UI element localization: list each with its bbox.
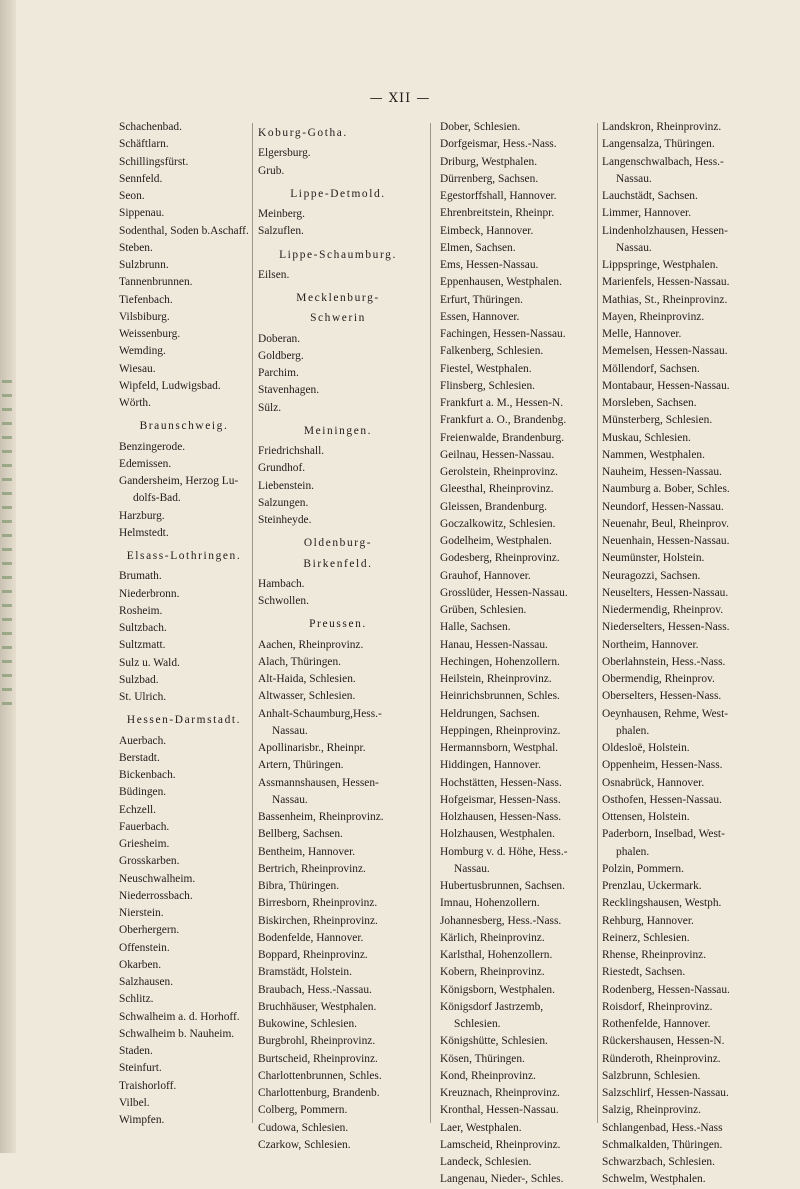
list-item: Rosheim. xyxy=(119,604,163,617)
list-item: Dürrenberg, Sachsen. xyxy=(440,172,539,185)
list-item: Egestorffshall, Hannover. xyxy=(440,190,557,202)
list-item: Echzell. xyxy=(119,803,156,816)
list-item: Grauhof, Hannover. xyxy=(440,569,531,582)
list-item: Aachen, Rheinprovinz. xyxy=(258,638,364,651)
list-item: Hermannsborn, Westphal. xyxy=(440,742,559,754)
list-item: Nammen, Westphalen. xyxy=(602,448,705,461)
list-item: Eppenhausen, Westphalen. xyxy=(440,276,562,289)
list-item: Büdingen. xyxy=(119,786,167,799)
list-item: Goldberg. xyxy=(258,349,304,362)
list-item: Recklingshausen, Westph. xyxy=(602,897,722,910)
list-item: Edemissen. xyxy=(119,457,172,470)
list-item: Frankfurt a. M., Hessen-N. xyxy=(440,397,564,409)
list-item: Biskirchen, Rheinprovinz. xyxy=(258,914,378,927)
list-item: Hiddingen, Hannover. xyxy=(440,759,541,772)
list-item-continuation: phalen. xyxy=(616,724,650,737)
list-item-continuation: Schlesien. xyxy=(454,1018,501,1030)
list-item: Gandersheim, Herzog Lu- xyxy=(119,475,239,487)
list-item: Johannesberg, Hess.-Nass. xyxy=(440,914,562,927)
region-heading: Lippe-Schaumburg. xyxy=(279,248,397,261)
list-item: Freienwalde, Brandenburg. xyxy=(440,431,565,444)
list-item: Neumünster, Holstein. xyxy=(602,552,705,565)
list-item: Bibra, Thüringen. xyxy=(258,880,340,892)
list-item: Tannenbrunnen. xyxy=(119,276,193,289)
list-item: Paderborn, Inselbad, West- xyxy=(602,828,725,841)
list-item: Mathias, St., Rheinprovinz. xyxy=(602,293,728,306)
list-item: Homburg v. d. Höhe, Hess.- xyxy=(440,845,568,858)
list-item: Naumburg a. Bober, Schles. xyxy=(602,483,730,496)
list-item: Karlsthal, Hohenzollern. xyxy=(440,949,553,961)
list-item: Holzhausen, Hessen-Nass. xyxy=(440,811,562,823)
list-item: Holzhausen, Westphalen. xyxy=(440,828,555,841)
list-item: Altwasser, Schlesien. xyxy=(258,690,356,703)
list-item: Hofgeismar, Hessen-Nass. xyxy=(440,793,561,806)
list-item: Doberan. xyxy=(258,332,301,345)
list-item: Falkenberg, Schlesien. xyxy=(440,345,544,358)
list-item: Nierstein. xyxy=(119,907,164,919)
list-item: Niederselters, Hessen-Nass. xyxy=(602,621,730,634)
list-item: Fiestel, Westphalen. xyxy=(440,362,532,375)
list-item: Königsdorf Jastrzemb, xyxy=(440,1000,544,1013)
list-item: Northeim, Hannover. xyxy=(602,638,699,651)
list-item: Montabaur, Hessen-Nassau. xyxy=(602,379,730,392)
list-item: Imnau, Hohenzollern. xyxy=(440,897,540,910)
list-item: Steinfurt. xyxy=(119,1062,162,1075)
list-item: St. Ulrich. xyxy=(119,691,167,703)
list-item: Charlottenbrunnen, Schles. xyxy=(258,1069,382,1082)
list-item: Bickenbach. xyxy=(119,769,176,781)
list-item: Harzburg. xyxy=(119,509,165,522)
list-item: Rhense, Rheinprovinz. xyxy=(602,949,707,961)
region-heading: Mecklenburg- xyxy=(296,292,380,304)
list-item: Polzin, Pommern. xyxy=(602,862,684,875)
list-item: Boppard, Rheinprovinz. xyxy=(258,949,368,961)
list-item: Benzingerode. xyxy=(119,440,186,453)
list-item: Seon. xyxy=(119,190,145,202)
list-item: Steben. xyxy=(119,241,153,254)
region-heading: Meiningen. xyxy=(303,424,373,437)
list-item: Kösen, Thüringen. xyxy=(440,1052,525,1065)
list-item: Offenstein. xyxy=(119,941,170,954)
list-item: Schwalheim a. d. Horhoff. xyxy=(119,1010,240,1023)
list-item: Heppingen, Rheinprovinz. xyxy=(440,724,561,737)
column-4 xyxy=(602,119,777,1189)
list-item: Mayen, Rheinprovinz. xyxy=(602,310,705,323)
list-item: Heinrichsbrunnen, Schles. xyxy=(440,690,560,703)
list-item: Sulzbad. xyxy=(119,673,159,686)
column-1 xyxy=(119,119,249,1129)
list-item: Brumath. xyxy=(119,570,162,583)
list-item: Hubertusbrunnen, Sachsen. xyxy=(440,880,565,892)
column-2 xyxy=(258,119,418,1154)
list-item-continuation: Nassau. xyxy=(272,724,308,737)
list-item: Colberg, Pommern. xyxy=(258,1104,348,1117)
list-item: Vilsbiburg. xyxy=(119,310,170,323)
list-item: Niedermendig, Rheinprov. xyxy=(602,604,724,616)
list-item: Obermendig, Rheinprov. xyxy=(602,673,715,685)
list-item: Sennfeld. xyxy=(119,172,163,185)
list-item: Schlitz. xyxy=(119,993,154,1006)
list-item: Lamscheid, Rheinprovinz. xyxy=(440,1138,561,1151)
list-item: Salzuflen. xyxy=(258,225,304,238)
list-item: Münsterberg, Schlesien. xyxy=(602,414,713,427)
list-item: Okarben. xyxy=(119,958,162,971)
list-item: Geilnau, Hessen-Nassau. xyxy=(440,448,555,461)
region-heading: Preussen. xyxy=(309,618,367,631)
list-item: Laer, Westphalen. xyxy=(440,1121,522,1134)
column-divider xyxy=(430,123,431,1123)
list-item: Sulz u. Wald. xyxy=(119,656,180,669)
list-item: Fauerbach. xyxy=(119,820,170,833)
list-item: Erfurt, Thüringen. xyxy=(440,293,523,306)
list-item: Prenzlau, Uckermark. xyxy=(602,880,702,892)
list-item: Heilstein, Rheinprovinz. xyxy=(440,673,552,685)
list-item: Godesberg, Rheinprovinz. xyxy=(440,552,560,565)
list-item: Sultzmatt. xyxy=(119,639,166,652)
list-item: Königshütte, Schlesien. xyxy=(440,1035,548,1048)
list-item: Lauchstädt, Sachsen. xyxy=(602,190,698,202)
list-item: Bodenfelde, Hannover. xyxy=(258,931,364,944)
list-item: Salzschlirf, Hessen-Nassau. xyxy=(602,1087,729,1099)
list-item: Neuenhain, Hessen-Nassau. xyxy=(602,535,730,547)
list-item: Bramstädt, Holstein. xyxy=(258,966,352,979)
list-item: Grundhof. xyxy=(258,462,306,475)
column-divider xyxy=(597,123,598,1123)
list-item: Marienfels, Hessen-Nassau. xyxy=(602,276,730,289)
list-item: Sodenthal, Soden b.Aschaff. xyxy=(119,224,249,237)
list-item: Königsborn, Westphalen. xyxy=(440,983,555,996)
list-item: Fachingen, Hessen-Nassau. xyxy=(440,328,566,340)
list-item: Elmen, Sachsen. xyxy=(440,241,516,254)
list-item: Vilbel. xyxy=(119,1096,150,1109)
list-item: Auerbach. xyxy=(119,734,167,747)
list-item: Dorfgeismar, Hess.-Nass. xyxy=(440,138,557,151)
region-heading: Oldenburg- xyxy=(303,537,373,550)
list-item: Burtscheid, Rheinprovinz. xyxy=(258,1052,378,1065)
list-item: Oberlahnstein, Hess.-Nass. xyxy=(602,655,726,668)
list-item: Oppenheim, Hessen-Nass. xyxy=(602,759,723,772)
list-item: Möllendorf, Sachsen. xyxy=(602,362,700,375)
list-item: Salzhausen. xyxy=(119,976,174,988)
list-item: Muskau, Schlesien. xyxy=(602,431,691,444)
list-item: Alach, Thüringen. xyxy=(258,655,341,668)
region-heading: Birkenfeld. xyxy=(303,557,373,570)
list-item: Schmalkalden, Thüringen. xyxy=(602,1138,723,1151)
list-item: Oberhergern. xyxy=(119,924,180,937)
list-item: Wemding. xyxy=(119,345,166,358)
list-item: Assmannshausen, Hessen- xyxy=(258,776,379,789)
list-item: Parchim. xyxy=(258,367,299,379)
list-item: Sulzbrunn. xyxy=(119,259,169,271)
list-item: Osthofen, Hessen-Nassau. xyxy=(602,793,722,806)
list-item: Heldrungen, Sachsen. xyxy=(440,707,540,720)
list-item: Friedrichshall. xyxy=(258,445,325,457)
list-item: Kronthal, Hessen-Nassau. xyxy=(440,1104,559,1117)
list-item: Roisdorf, Rheinprovinz. xyxy=(602,1000,713,1013)
list-item: Liebenstein. xyxy=(258,479,314,492)
region-heading: Hessen-Darmstadt. xyxy=(126,714,242,727)
list-item: Steinheyde. xyxy=(258,514,312,526)
list-item: Gleissen, Brandenburg. xyxy=(440,500,548,513)
list-item: Salzig, Rheinprovinz. xyxy=(602,1104,702,1117)
list-item: Gleesthal, Rheinprovinz. xyxy=(440,483,554,496)
list-item: Hochstätten, Hessen-Nass. xyxy=(440,776,562,789)
list-item: Lippspringe, Westphalen. xyxy=(602,259,719,271)
list-item: Eimbeck, Hannover. xyxy=(440,224,534,237)
list-item: Schwelm, Westphalen. xyxy=(602,1173,706,1186)
list-item-continuation: dolfs-Bad. xyxy=(133,492,181,505)
region-heading: Schwerin xyxy=(310,312,366,325)
list-item: Grub. xyxy=(258,164,285,177)
list-item: Riestedt, Sachsen. xyxy=(602,966,686,979)
list-item: Traishorloff. xyxy=(119,1079,177,1092)
list-item: Charlottenburg, Brandenb. xyxy=(258,1087,380,1099)
list-item: Braubach, Hess.-Nassau. xyxy=(258,983,372,996)
list-item: Cudowa, Schlesien. xyxy=(258,1121,349,1134)
list-item: Schäftlarn. xyxy=(119,138,169,151)
list-item: Sippenau. xyxy=(119,207,165,220)
list-item: Schwarzbach, Schlesien. xyxy=(602,1156,715,1168)
list-item: Meinberg. xyxy=(258,208,305,220)
list-item: Salzungen. xyxy=(258,496,309,509)
list-item: Godelheim, Westphalen. xyxy=(440,535,552,547)
list-item: Burgbrohl, Rheinprovinz. xyxy=(258,1035,376,1048)
list-item: Flinsberg, Schlesien. xyxy=(440,379,536,392)
list-item: Griesheim. xyxy=(119,838,170,850)
list-item: Dober, Schlesien. xyxy=(440,121,521,133)
list-item: Artern, Thüringen. xyxy=(258,759,344,772)
list-item: Frankfurt a. O., Brandenbg. xyxy=(440,414,567,427)
list-item: Bruchhäuser, Westphalen. xyxy=(258,1000,377,1013)
list-item: Wörth. xyxy=(119,397,151,409)
list-item: Schwollen. xyxy=(258,595,309,607)
list-item: Eilsen. xyxy=(258,268,290,281)
list-item: Elgersburg. xyxy=(258,147,311,160)
list-item: Ründeroth, Rheinprovinz. xyxy=(602,1052,721,1065)
list-item-continuation: Nassau. xyxy=(616,172,652,185)
list-item: Neuselters, Hessen-Nassau. xyxy=(602,586,729,599)
list-item: Stavenhagen. xyxy=(258,384,320,397)
list-item: Rehburg, Hannover. xyxy=(602,914,694,927)
list-item: Rückershausen, Hessen-N. xyxy=(602,1035,725,1048)
list-item: Rothenfelde, Hannover. xyxy=(602,1018,711,1030)
list-item: Neuenahr, Beul, Rheinprov. xyxy=(602,517,729,530)
list-item: Kond, Rheinprovinz. xyxy=(440,1069,536,1082)
list-item: Wipfeld, Ludwigsbad. xyxy=(119,379,221,392)
page-number: — XII — xyxy=(369,91,431,106)
column-divider xyxy=(252,123,253,1123)
list-item: Weissenburg. xyxy=(119,328,181,340)
list-item: Schlangenbad, Hess.-Nass xyxy=(602,1121,723,1134)
list-item: Sultzbach. xyxy=(119,622,167,634)
list-item-continuation: Nassau. xyxy=(454,862,490,875)
list-item: Driburg, Westphalen. xyxy=(440,155,538,168)
list-item: Birresborn, Rheinprovinz. xyxy=(258,897,378,910)
list-item: Helmstedt. xyxy=(119,526,169,539)
list-item: Anhalt-Schaumburg,Hess.- xyxy=(258,707,382,720)
list-item: Landskron, Rheinprovinz. xyxy=(602,121,722,133)
list-item: Kreuznach, Rheinprovinz. xyxy=(440,1087,560,1099)
list-item: Langenau, Nieder-, Schles. xyxy=(440,1173,564,1186)
list-item: Lindenholzhausen, Hessen- xyxy=(602,224,728,237)
list-item: Langenschwalbach, Hess.- xyxy=(602,155,724,168)
list-item: Neuragozzi, Sachsen. xyxy=(602,569,701,582)
list-item: Landeck, Schlesien. xyxy=(440,1156,532,1168)
list-item: Melle, Hannover. xyxy=(602,328,682,340)
list-item: Niederbronn. xyxy=(119,587,180,600)
list-item-continuation: Nassau. xyxy=(616,241,652,254)
region-heading: Elsass-Lothringen. xyxy=(126,550,242,562)
list-item-continuation: Nassau. xyxy=(272,793,308,806)
list-item: Memelsen, Hessen-Nassau. xyxy=(602,345,728,358)
list-item: Kärlich, Rheinprovinz. xyxy=(440,931,545,944)
list-item: Bassenheim, Rheinprovinz. xyxy=(258,811,384,823)
list-item: Morsleben, Sachsen. xyxy=(602,397,697,409)
list-item: Wiesau. xyxy=(119,362,156,375)
list-item: Oldesloë, Holstein. xyxy=(602,742,690,754)
list-item: Schwalheim b. Nauheim. xyxy=(119,1027,235,1040)
list-item: Wimpfen. xyxy=(119,1114,165,1126)
list-item: Rodenberg, Hessen-Nassau. xyxy=(602,983,730,996)
list-item: Grüben, Schlesien. xyxy=(440,604,527,616)
list-item: Limmer, Hannover. xyxy=(602,207,692,220)
list-item: Salzbrunn, Schlesien. xyxy=(602,1069,701,1082)
list-item: Oberselters, Hessen-Nass. xyxy=(602,690,722,703)
list-item: Grosskarben. xyxy=(119,855,180,868)
list-item: Grosslüder, Hessen-Nassau. xyxy=(440,586,568,599)
list-item: Schillingsfürst. xyxy=(119,155,189,168)
list-item: Langensalza, Thüringen. xyxy=(602,138,715,151)
list-item: Alt-Haida, Schlesien. xyxy=(258,673,356,685)
list-item: Bertrich, Rheinprovinz. xyxy=(258,862,366,875)
list-item: Reinerz, Schlesien. xyxy=(602,931,690,944)
region-heading: Koburg-Gotha. xyxy=(258,127,348,139)
list-item: Ottensen, Holstein. xyxy=(602,811,690,823)
list-item: Bentheim, Hannover. xyxy=(258,845,356,858)
list-item: Sülz. xyxy=(258,401,282,414)
region-heading: Lippe-Detmold. xyxy=(290,187,386,200)
list-item: Berstadt. xyxy=(119,751,160,764)
list-item: Niederrossbach. xyxy=(119,889,193,902)
binding-marks xyxy=(2,380,12,710)
list-item: Gerolstein, Rheinprovinz. xyxy=(440,466,558,478)
list-item: Osnabrück, Hannover. xyxy=(602,776,705,789)
list-item: Hambach. xyxy=(258,577,305,590)
list-item: Oeynhausen, Rehme, West- xyxy=(602,707,729,720)
list-item: Tiefenbach. xyxy=(119,293,173,306)
list-item: Apollinarisbr., Rheinpr. xyxy=(258,742,366,754)
list-item: Bellberg, Sachsen. xyxy=(258,828,343,841)
list-item: Ems, Hessen-Nassau. xyxy=(440,259,539,271)
list-item: Neuschwalheim. xyxy=(119,872,196,885)
list-item: Halle, Sachsen. xyxy=(440,621,511,634)
list-item: Schachenbad. xyxy=(119,121,182,133)
list-item: Czarkow, Schlesien. xyxy=(258,1138,351,1151)
list-item: Nauheim, Hessen-Nassau. xyxy=(602,466,722,478)
column-3 xyxy=(440,119,595,1189)
list-item: Hanau, Hessen-Nassau. xyxy=(440,638,548,651)
list-item: Staden. xyxy=(119,1045,153,1057)
list-item: Kobern, Rheinprovinz. xyxy=(440,966,545,979)
list-item: Neundorf, Hessen-Nassau. xyxy=(602,500,724,513)
list-item: Essen, Hannover. xyxy=(440,310,520,323)
region-heading: Braunschweig. xyxy=(139,420,229,433)
list-item-continuation: phalen. xyxy=(616,845,650,858)
list-item: Ehrenbreitstein, Rheinpr. xyxy=(440,207,555,220)
list-item: Hechingen, Hohenzollern. xyxy=(440,655,560,668)
list-item: Goczalkowitz, Schlesien. xyxy=(440,517,556,530)
list-item: Bukowine, Schlesien. xyxy=(258,1018,358,1030)
